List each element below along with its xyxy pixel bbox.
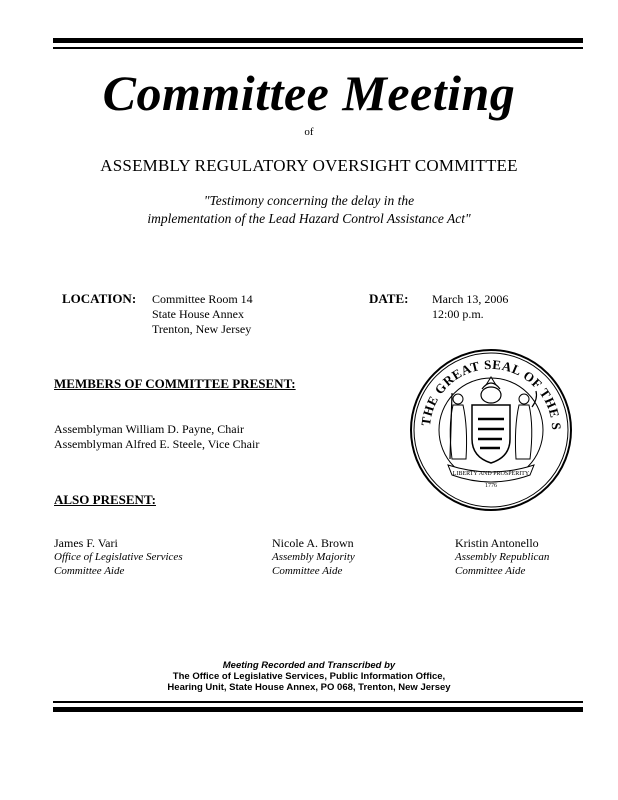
member-item: Assemblyman William D. Payne, Chair xyxy=(54,422,244,436)
aide-name: James F. Vari xyxy=(54,536,118,550)
aide-name: Kristin Antonello xyxy=(455,536,539,550)
aide-title: Committee Aide xyxy=(272,565,343,577)
footer-line-2: The Office of Legislative Services, Public Information Office, xyxy=(172,671,446,682)
page-title: Committee Meeting xyxy=(102,65,516,121)
location-line: Committee Room 14 xyxy=(152,292,253,306)
aide-title: Committee Aide xyxy=(54,565,125,577)
of-label: of xyxy=(304,126,314,138)
top-rule-thick xyxy=(53,38,583,43)
aide-office: Assembly Republican xyxy=(455,551,550,563)
aide-name: Nicole A. Brown xyxy=(272,536,354,550)
aide-entry xyxy=(455,536,549,578)
member-item: Assemblyman Alfred E. Steele, Vice Chair xyxy=(54,437,260,451)
footer-line-1: Meeting Recorded and Transcribed by xyxy=(222,660,396,671)
seal-ribbon: LIBERTY AND PROSPERITY xyxy=(452,471,530,477)
subject-line-2: implementation of the Lead Hazard Control Assistance Act" xyxy=(147,211,471,226)
location-label: LOCATION: xyxy=(62,291,137,306)
location-value xyxy=(152,292,253,337)
bottom-rule-thin xyxy=(53,701,583,703)
date-label: DATE: xyxy=(369,291,409,306)
aide-entry xyxy=(272,536,355,578)
seal-year: 1776 xyxy=(485,483,497,489)
bottom-rule-thick xyxy=(53,707,583,712)
seal-text: THE GREAT SEAL OF THE S xyxy=(418,356,565,431)
date-line: March 13, 2006 xyxy=(432,292,509,306)
footer-line-3: Hearing Unit, State House Annex, PO 068, Trenton, New Jersey xyxy=(167,682,451,693)
aide-office: Office of Legislative Services xyxy=(54,551,183,563)
time-line: 12:00 p.m. xyxy=(432,307,484,321)
also-present-heading: ALSO PRESENT: xyxy=(54,492,156,507)
date-value xyxy=(432,292,508,322)
footer xyxy=(0,660,618,693)
aide-entry xyxy=(54,536,183,578)
aide-title: Committee Aide xyxy=(455,565,526,577)
members-heading: MEMBERS OF COMMITTEE PRESENT: xyxy=(54,376,296,391)
aide-office: Assembly Majority xyxy=(272,551,355,563)
subject-line-1: "Testimony concerning the delay in the xyxy=(203,193,415,208)
committee-name: ASSEMBLY REGULATORY OVERSIGHT COMMITTEE xyxy=(100,156,518,175)
location-line: Trenton, New Jersey xyxy=(152,322,252,336)
top-rule-thin xyxy=(53,47,583,49)
nj-state-seal xyxy=(408,347,574,513)
members-list xyxy=(54,422,259,452)
seal-graphic xyxy=(408,347,574,513)
location-line: State House Annex xyxy=(152,307,244,321)
meeting-subject xyxy=(0,192,618,228)
